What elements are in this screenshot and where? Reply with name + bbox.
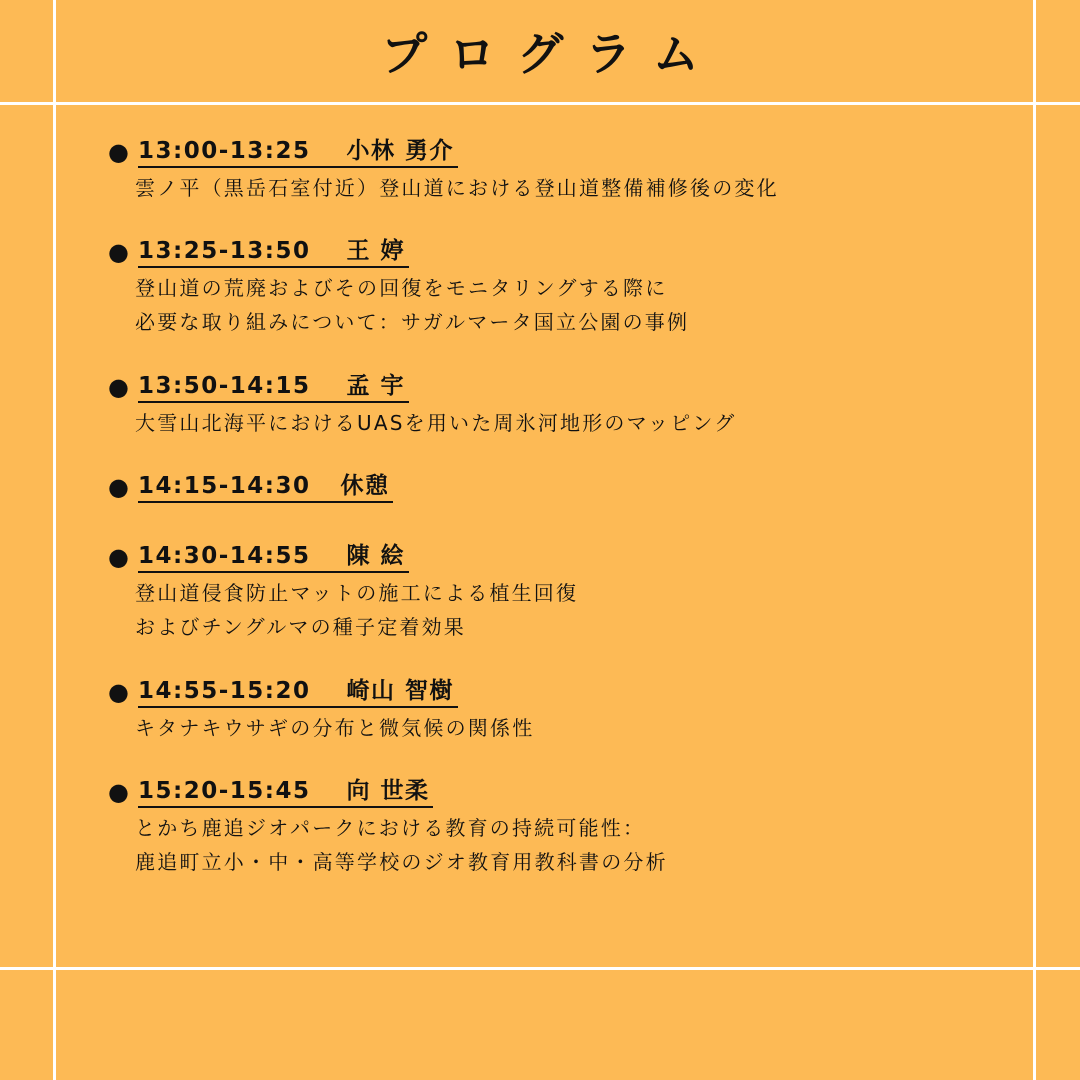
session-speaker: 陳 絵 — [346, 543, 405, 569]
session-time: 14:55-15:20 — [138, 678, 311, 704]
session-time: 13:50-14:15 — [138, 373, 311, 399]
session-1300 — [108, 135, 779, 205]
session-heading — [138, 136, 458, 168]
session-title-line: 大雪山北海平におけるUASを用いた周氷河地形のマッピング — [135, 411, 737, 435]
session-time: 14:30-14:55 — [138, 543, 311, 569]
session-heading — [138, 371, 409, 403]
session-1350 — [108, 370, 736, 440]
bullet-icon: ● — [108, 373, 129, 401]
session-heading — [138, 236, 409, 268]
session-1430 — [108, 540, 578, 644]
session-header — [108, 235, 689, 269]
session-title-line: とかち鹿追ジオパークにおける教育の持続可能性： — [135, 816, 646, 840]
session-heading — [138, 776, 433, 808]
session-title-line: およびチングルマの種子定着効果 — [135, 615, 466, 639]
session-heading — [138, 541, 409, 573]
frame-line-top — [0, 102, 1080, 105]
session-heading — [138, 676, 458, 708]
frame-line-bottom — [0, 967, 1080, 970]
session-speaker: 崎山 智樹 — [346, 678, 454, 704]
session-header — [108, 675, 534, 709]
session-heading — [138, 471, 393, 503]
session-title-line: キタナキウサギの分布と微気候の関係性 — [135, 716, 535, 740]
session-time: 13:25-13:50 — [138, 238, 311, 264]
bullet-icon: ● — [108, 238, 129, 266]
bullet-icon: ● — [108, 473, 129, 501]
session-speaker: 向 世柔 — [346, 778, 430, 804]
session-title-line: 登山道侵食防止マットの施工による植生回復 — [135, 581, 579, 605]
session-title-line: 雲ノ平（黒岳石室付近）登山道における登山道整備補修後の変化 — [135, 176, 779, 200]
frame-line-right — [1033, 0, 1036, 1080]
bullet-icon: ● — [108, 138, 129, 166]
frame-line-left — [53, 0, 56, 1080]
session-header — [108, 775, 668, 809]
session-title-line: 登山道の荒廃およびその回復をモニタリングする際に — [135, 276, 668, 300]
session-speaker: 小林 勇介 — [346, 138, 454, 164]
session-header — [108, 135, 779, 169]
bullet-icon: ● — [108, 543, 129, 571]
bullet-icon: ● — [108, 678, 129, 706]
session-time: 13:00-13:25 — [138, 138, 311, 164]
session-time: 14:15-14:30 — [138, 473, 311, 499]
session-speaker: 王 婷 — [346, 238, 405, 264]
bullet-icon: ● — [108, 778, 129, 806]
session-speaker: 孟 宇 — [346, 373, 405, 399]
session-header — [108, 470, 393, 504]
session-1520 — [108, 775, 668, 879]
session-header — [108, 540, 578, 574]
session-header — [108, 370, 736, 404]
session-title-line: 必要な取り組みについて：サガルマータ国立公園の事例 — [135, 310, 690, 334]
break-label: 休憩 — [340, 473, 390, 499]
page-title: プログラム — [381, 27, 721, 81]
session-1325 — [108, 235, 689, 339]
session-1455 — [108, 675, 534, 745]
session-1415-break — [108, 470, 393, 504]
session-time: 15:20-15:45 — [138, 778, 311, 804]
session-title-line: 鹿追町立小・中・高等学校のジオ教育用教科書の分析 — [135, 850, 668, 874]
